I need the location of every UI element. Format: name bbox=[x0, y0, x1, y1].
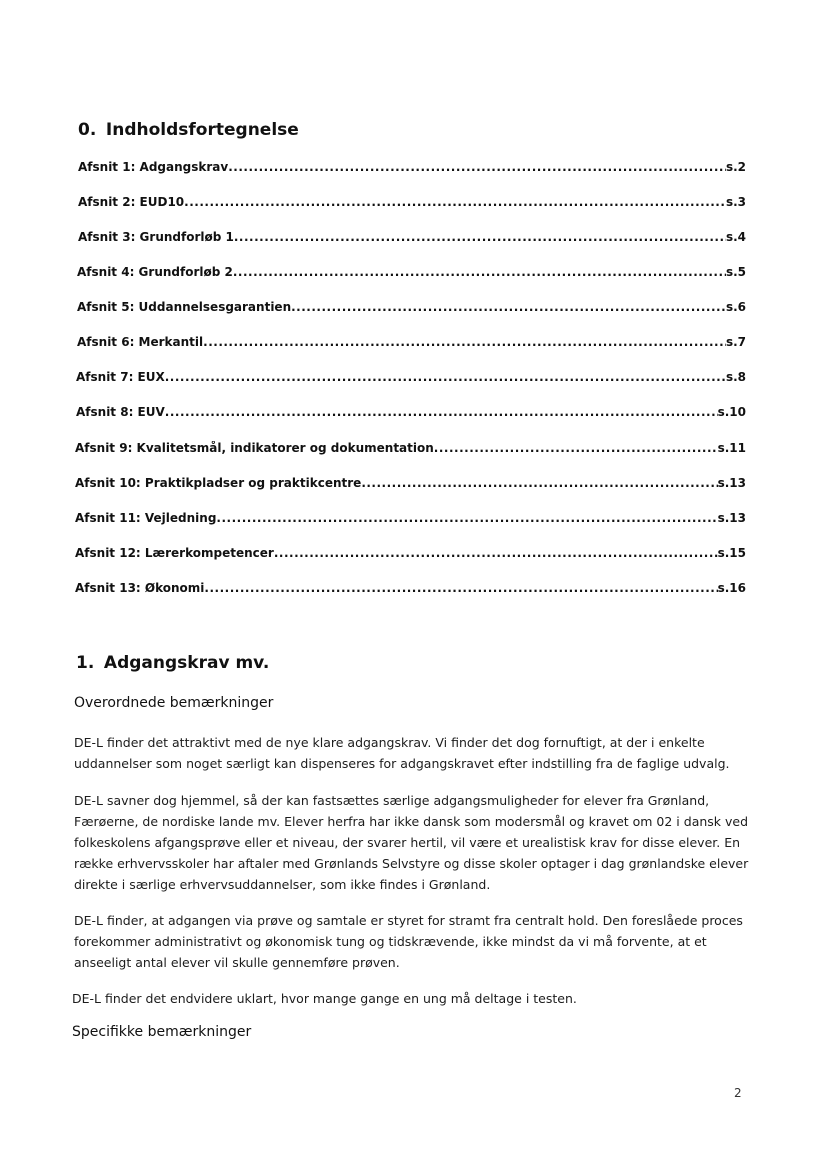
toc-entry-page: s.11 bbox=[717, 441, 746, 455]
paragraph-line: DE-L finder, at adgangen via prøve og samtale er styret for stramt fra centralt hold. Den foreslåede proces bbox=[74, 913, 743, 928]
toc-entry[interactable] bbox=[77, 265, 746, 281]
toc-dot-leader bbox=[216, 511, 717, 525]
toc-entry[interactable] bbox=[75, 476, 746, 492]
toc-entry-label: Afsnit 11: Vejledning bbox=[75, 511, 217, 525]
toc-entry-page: s.15 bbox=[717, 546, 746, 560]
toc-entry-label: Afsnit 5: Uddannelsesgarantien bbox=[77, 300, 292, 314]
toc-entry-page: s.16 bbox=[717, 581, 746, 595]
toc-dot-leader bbox=[434, 441, 718, 455]
paragraph bbox=[74, 910, 754, 973]
toc-entry-label: Afsnit 9: Kvalitetsmål, indikatorer og dokumentation bbox=[75, 441, 434, 455]
toc-entry-label: Afsnit 7: EUX bbox=[76, 370, 165, 384]
toc-entry-label: Afsnit 13: Økonomi bbox=[75, 581, 205, 595]
paragraph-line: anseeligt antal elever vil skulle gennemføre prøven. bbox=[74, 955, 400, 970]
toc-entry[interactable] bbox=[78, 160, 746, 176]
toc-entry[interactable] bbox=[75, 441, 746, 457]
section-heading-title: Adgangskrav mv. bbox=[103, 653, 270, 673]
toc-dot-leader bbox=[228, 160, 726, 174]
paragraph-line: DE-L finder det attraktivt med de nye klare adgangskrav. Vi finder det dog fornuftigt, at der i enkelte bbox=[74, 735, 705, 750]
toc-entry-label: Afsnit 10: Praktikpladser og praktikcentre bbox=[75, 476, 362, 490]
toc-entry[interactable] bbox=[75, 581, 746, 597]
section-heading-number: 1. bbox=[76, 653, 95, 673]
toc-entry-page: s.7 bbox=[725, 335, 746, 349]
toc-heading-number: 0. bbox=[78, 120, 97, 140]
toc-entry[interactable] bbox=[77, 335, 746, 351]
toc-entry[interactable] bbox=[76, 405, 746, 421]
toc-entry[interactable] bbox=[78, 230, 746, 246]
page-number: 2 bbox=[734, 1086, 742, 1100]
toc-entry[interactable] bbox=[78, 195, 746, 211]
toc-dot-leader bbox=[165, 370, 726, 384]
toc-entry-label: Afsnit 1: Adgangskrav bbox=[78, 160, 229, 174]
toc-entry-page: s.10 bbox=[717, 405, 746, 419]
toc-dot-leader bbox=[184, 195, 726, 209]
toc-entry[interactable] bbox=[77, 300, 746, 316]
toc-entry-label: Afsnit 2: EUD10 bbox=[78, 195, 185, 209]
subheading-general-remarks: Overordnede bemærkninger bbox=[74, 695, 274, 711]
paragraph bbox=[74, 732, 754, 774]
toc-entry-page: s.6 bbox=[725, 300, 746, 314]
paragraph-line: Færøerne, de nordiske lande mv. Elever herfra har ikke dansk som modersmål og kravet om 02 i dansk ved bbox=[74, 814, 749, 829]
toc-dot-leader bbox=[274, 546, 718, 560]
toc-dot-leader bbox=[361, 476, 717, 490]
toc-dot-leader bbox=[234, 230, 726, 244]
toc-entry-page: s.2 bbox=[725, 160, 746, 174]
toc-dot-leader bbox=[233, 265, 726, 279]
toc-entry-page: s.8 bbox=[725, 370, 746, 384]
toc-entry[interactable] bbox=[75, 511, 746, 527]
toc-heading bbox=[78, 120, 299, 140]
paragraph-line: folkeskolens afgangsprøve eller et niveau, der svarer hertil, vil være et urealistisk krav for disse elever. En bbox=[74, 835, 741, 850]
paragraph bbox=[72, 988, 752, 1009]
paragraph bbox=[74, 790, 754, 895]
paragraph-line: DE-L savner dog hjemmel, så der kan fastsættes særlige adgangsmuligheder for elever fra Grønland, bbox=[74, 793, 710, 808]
toc-entry-label: Afsnit 12: Lærerkompetencer bbox=[75, 546, 274, 560]
paragraph-line: række erhvervsskoler har aftaler med Grønlands Selvstyre og disse skoler optager i dag grønlandske elever bbox=[74, 856, 749, 871]
toc-dot-leader bbox=[204, 581, 717, 595]
toc-entry-page: s.13 bbox=[717, 511, 746, 525]
toc-entry-page: s.3 bbox=[725, 195, 746, 209]
paragraph-line: uddannelser som noget særligt kan dispenseres for adgangskravet efter indstilling fra de faglige udvalg. bbox=[74, 756, 730, 771]
toc-heading-title: Indholdsfortegnelse bbox=[105, 120, 299, 140]
subheading-specific-remarks: Specifikke bemærkninger bbox=[72, 1024, 252, 1040]
toc-dot-leader bbox=[165, 405, 718, 419]
toc-dot-leader bbox=[291, 300, 726, 314]
toc-dot-leader bbox=[203, 335, 726, 349]
toc-entry-page: s.4 bbox=[725, 230, 746, 244]
paragraph-line: forekommer administrativt og økonomisk tung og tidskrævende, ikke mindst da vi må forvente, at et bbox=[74, 934, 707, 949]
paragraph-line: DE-L finder det endvidere uklart, hvor mange gange en ung må deltage i testen. bbox=[72, 991, 577, 1006]
toc-entry[interactable] bbox=[76, 370, 746, 386]
toc-entry-label: Afsnit 3: Grundforløb 1 bbox=[78, 230, 234, 244]
section-heading bbox=[76, 653, 269, 673]
paragraph-line: direkte i særlige erhvervsuddannelser, som ikke findes i Grønland. bbox=[74, 877, 491, 892]
toc-entry-page: s.13 bbox=[717, 476, 746, 490]
toc-entry-label: Afsnit 4: Grundforløb 2 bbox=[77, 265, 233, 279]
toc-entry-label: Afsnit 8: EUV bbox=[76, 405, 165, 419]
toc-entry-page: s.5 bbox=[725, 265, 746, 279]
toc-entry-label: Afsnit 6: Merkantil bbox=[77, 335, 204, 349]
toc-entry[interactable] bbox=[75, 546, 746, 562]
